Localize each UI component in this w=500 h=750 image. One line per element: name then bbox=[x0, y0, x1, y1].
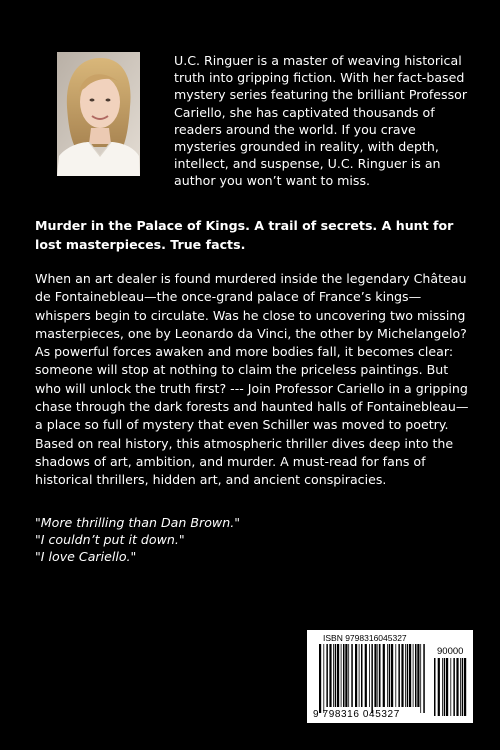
barcode-bar bbox=[387, 644, 388, 707]
isbn-label: ISBN 9798316045327 bbox=[323, 633, 407, 643]
review-quote: "More thrilling than Dan Brown." bbox=[35, 515, 240, 530]
book-synopsis: When an art dealer is found murdered inside the legendary Château de Fontainebleau—the once-grand palace of France’s kings—whispers begin to circulate. Was he close to uncovering two missing masterpieces, one by Leonardo da Vinci, the other by Michelangelo? As powerful forces awaken and more bodies fall, it becomes clear: someone will stop at nothing to claim the priceless paintings. But who will unlock the truth first? --- Join Professor Cariello in a gripping chase through the dark forests and haunted halls of Fontainebleau—a place so full of mystery that even Schiller was moved to poetry. Based on real history, this atmospheric thriller dives deep into the shadows of art, ambition, and murder. A must-read for fans of historical thrillers, hidden art, and ancient conspiracies. bbox=[35, 271, 469, 488]
barcode-bar bbox=[434, 658, 436, 716]
barcode-bar bbox=[415, 644, 417, 707]
barcode-bar bbox=[351, 644, 353, 707]
barcode-bar bbox=[333, 644, 334, 707]
barcode-bar bbox=[420, 644, 421, 713]
barcode-bar bbox=[343, 644, 345, 707]
barcode-bar bbox=[319, 644, 321, 713]
barcode-bar bbox=[450, 658, 451, 716]
book-tagline: Murder in the Palace of Kings. A trail of secrets. A hunt for lost masterpieces. True facts. bbox=[35, 218, 454, 252]
barcode-bar bbox=[355, 644, 357, 707]
barcode-bar bbox=[371, 644, 373, 713]
review-quote: "I couldn’t put it down." bbox=[35, 532, 185, 547]
barcode-bar bbox=[374, 644, 376, 707]
barcode-bar bbox=[464, 658, 466, 716]
barcode-bar bbox=[391, 644, 393, 707]
barcode-bar bbox=[442, 658, 443, 716]
barcode-bar bbox=[335, 644, 337, 707]
barcode-bar bbox=[453, 658, 455, 716]
author-bio: U.C. Ringuer is a master of weaving historical truth into gripping fiction. With her fact-based mystery series featuring the brilliant Professor Cariello, she has captivated thousands of readers around the world. If you crave mysteries grounded in reality, with depth, intellect, and suspense, U.C. Ringuer is an author you won’t want to miss. bbox=[174, 53, 468, 189]
barcode-bar bbox=[369, 644, 370, 707]
isbn-barcode bbox=[307, 630, 473, 723]
barcode-bar bbox=[326, 644, 328, 707]
barcode-digits: 9 798316 045327 bbox=[313, 709, 400, 720]
barcode-bar bbox=[409, 644, 411, 707]
barcode-bar bbox=[323, 644, 324, 713]
barcode-bar bbox=[348, 644, 349, 707]
barcode-bar bbox=[401, 644, 403, 707]
review-quotes bbox=[35, 514, 240, 565]
barcode-bar bbox=[365, 644, 367, 707]
barcode-bar bbox=[359, 644, 360, 707]
barcode-bar bbox=[345, 644, 347, 707]
barcode-bar bbox=[379, 644, 381, 707]
barcode-bar bbox=[462, 658, 464, 716]
barcode-bar bbox=[383, 644, 385, 707]
barcode-bar bbox=[407, 644, 409, 707]
barcode-bar bbox=[444, 658, 446, 716]
barcode-bar bbox=[456, 658, 458, 716]
author-portrait-image bbox=[57, 52, 140, 176]
barcode-bar bbox=[341, 644, 342, 707]
price-code: 90000 bbox=[437, 646, 464, 657]
author-photo bbox=[57, 52, 140, 176]
barcode-bar bbox=[460, 658, 461, 716]
barcode-bar bbox=[438, 658, 440, 716]
barcode-bar bbox=[417, 644, 419, 707]
barcode-bar bbox=[446, 658, 448, 716]
barcode-bar bbox=[398, 644, 400, 707]
barcode-bar bbox=[405, 644, 406, 707]
barcode-bar bbox=[389, 644, 391, 707]
barcode-bar bbox=[377, 644, 378, 707]
barcode-bar bbox=[423, 644, 425, 713]
barcode-bar bbox=[337, 644, 339, 707]
barcode-bar bbox=[361, 644, 363, 707]
review-quote: "I love Cariello." bbox=[35, 549, 137, 564]
barcode-bar bbox=[413, 644, 414, 707]
barcode-bar bbox=[329, 644, 331, 707]
barcode-bar bbox=[395, 644, 396, 707]
